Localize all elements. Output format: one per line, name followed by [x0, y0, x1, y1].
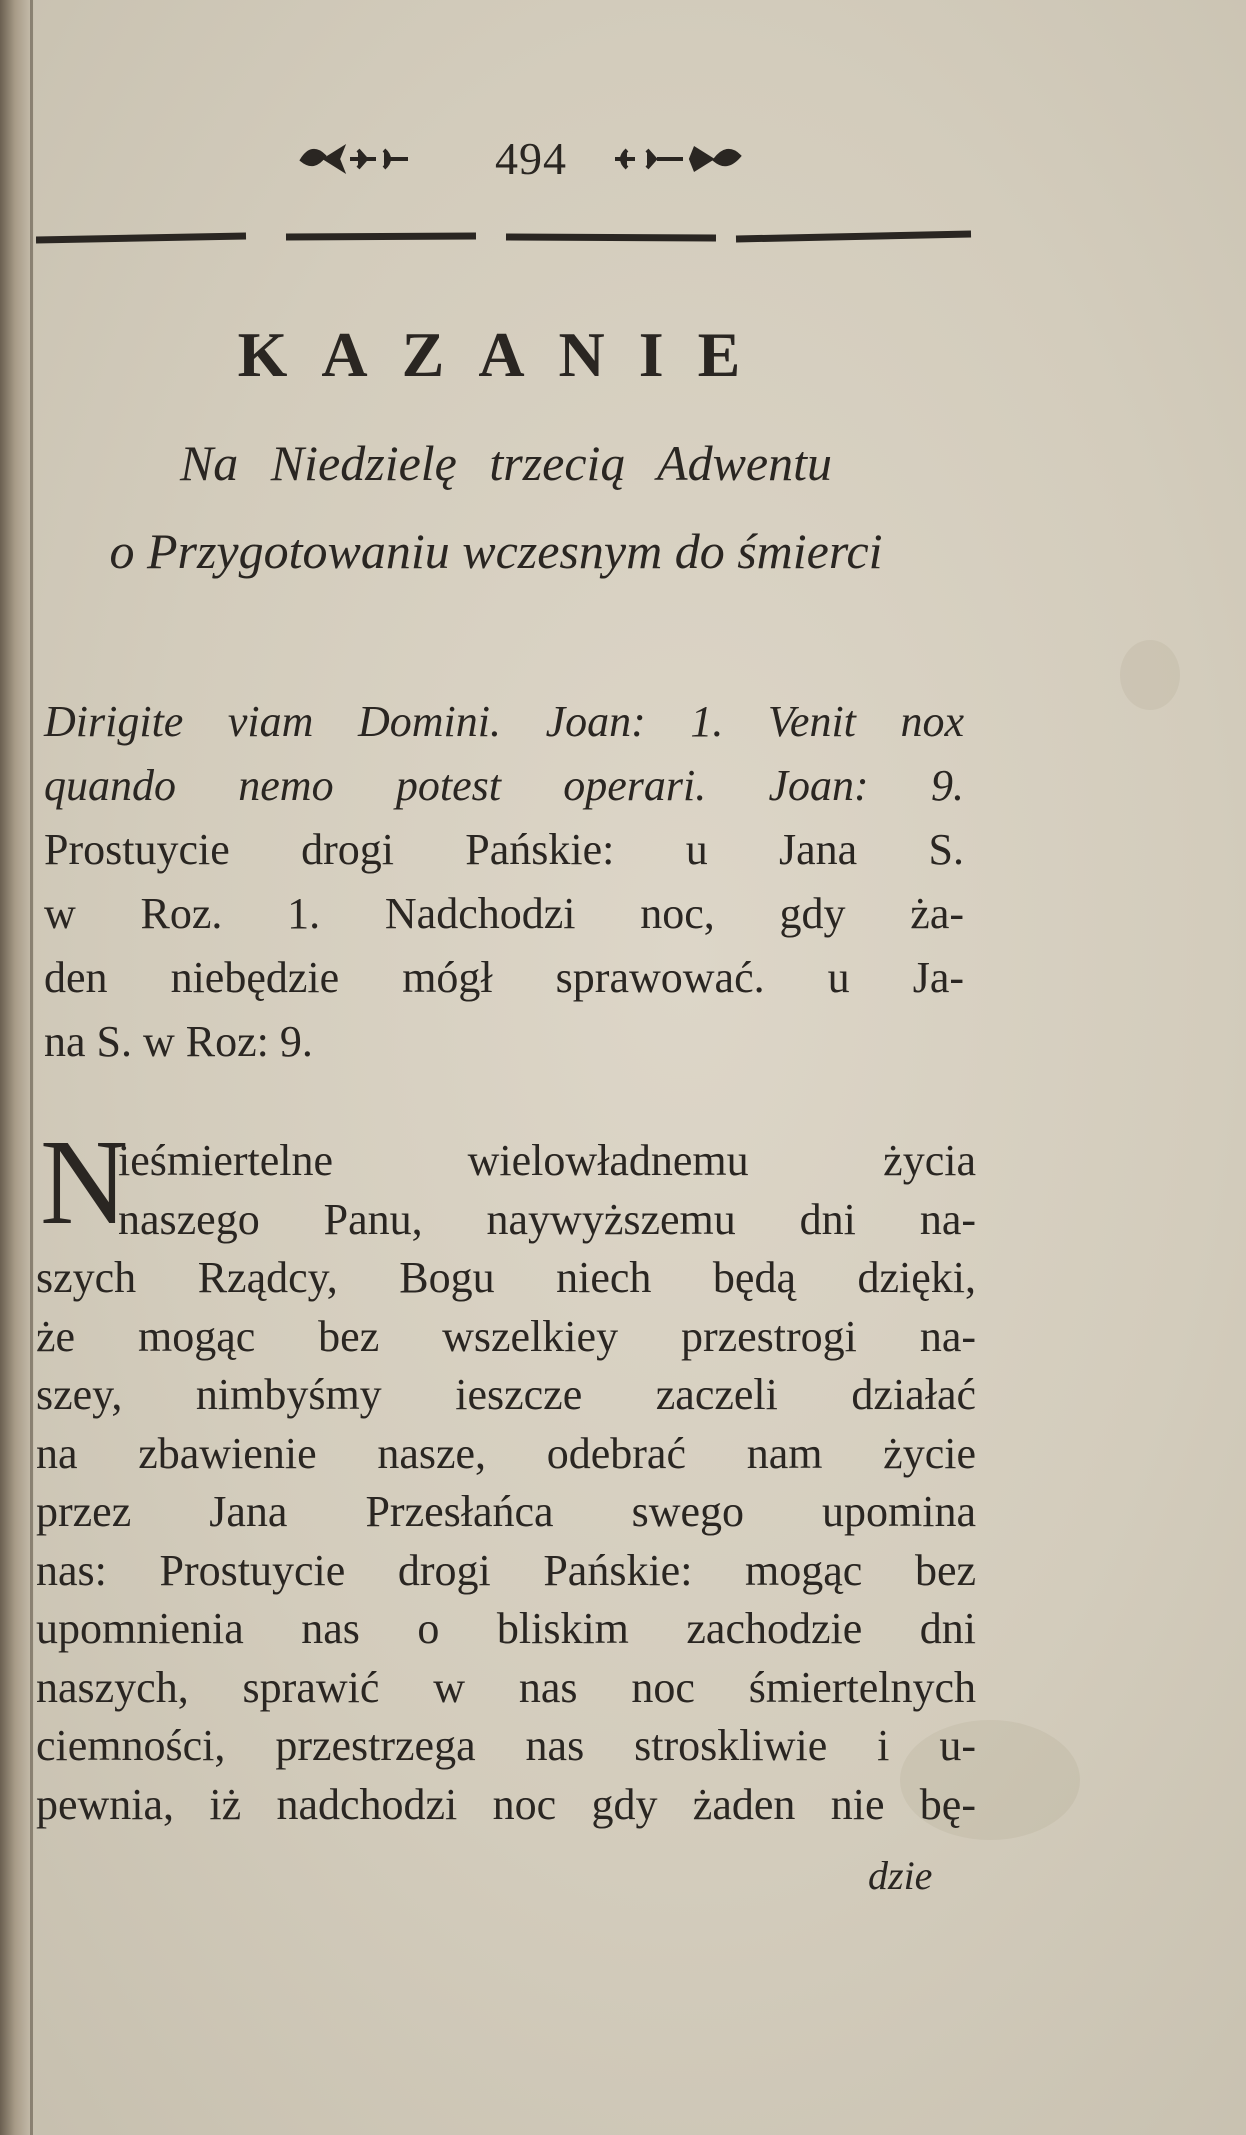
- body-line: szey, nimbyśmy ieszcze zaczeli działać: [36, 1370, 976, 1419]
- body-line: szych Rządcy, Bogu niech będą dzięki,: [36, 1253, 976, 1302]
- epigraph: [44, 690, 964, 1074]
- left-fleuron-ornament-icon: [296, 136, 456, 182]
- drop-cap: N: [40, 1115, 129, 1250]
- running-header: [266, 128, 786, 198]
- epigraph-line: den niebędzie mógł sprawować. u Ja-: [44, 953, 964, 1002]
- sermon-subtitle-line-1: Na Niedzielę trzecią Adwentu: [179, 435, 833, 491]
- paper-stain: [1120, 640, 1180, 710]
- right-fleuron-ornament-icon: [611, 136, 771, 182]
- page-gutter: [30, 0, 33, 2135]
- text-column: [36, 0, 976, 2135]
- body-line: że mogąc bez wszelkiey przestrogi na-: [36, 1311, 976, 1361]
- epigraph-line: Prostuycie drogi Pańskie: u Jana S.: [44, 825, 964, 874]
- body-line: pewnia, iż nadchodzi noc gdy żaden nie bę-: [36, 1779, 976, 1829]
- page-number: 494: [495, 133, 567, 184]
- epigraph-line: w Roz. 1. Nadchodzi noc, gdy ża-: [44, 889, 964, 938]
- body-line: upomnienia nas o bliskim zachodzie dni: [36, 1604, 976, 1653]
- body-line: nas: Prostuycie drogi Pańskie: mogąc bez: [36, 1545, 976, 1595]
- body-line: przez Jana Przesłańca swego upomina: [36, 1487, 976, 1536]
- body-line: naszego Panu, naywyższemu dni na-: [118, 1194, 976, 1244]
- body-line: naszych, sprawić w nas noc śmiertelnych: [36, 1662, 976, 1712]
- body-line: ieśmiertelne wielowładnemu życia: [118, 1136, 976, 1185]
- sermon-subtitle-line-2: o Przygotowaniu wczesnym do śmierci: [109, 523, 883, 579]
- epigraph-line: na S. w Roz: 9.: [44, 1017, 313, 1066]
- body-line: ciemności, przestrzega nas stroskliwie i u-: [36, 1721, 976, 1770]
- sermon-body: [36, 1115, 976, 1834]
- sermon-title: KAZANIE: [237, 319, 775, 390]
- header-rule: [36, 228, 976, 248]
- epigraph-line: Dirigite viam Domini. Joan: 1. Venit nox: [44, 697, 964, 746]
- epigraph-line: quando nemo potest operari. Joan: 9.: [44, 761, 964, 810]
- body-line: na zbawienie nasze, odebrać nam życie: [36, 1428, 976, 1478]
- catchword: dzie: [868, 1853, 933, 1898]
- adjacent-page-edge: [0, 0, 34, 2135]
